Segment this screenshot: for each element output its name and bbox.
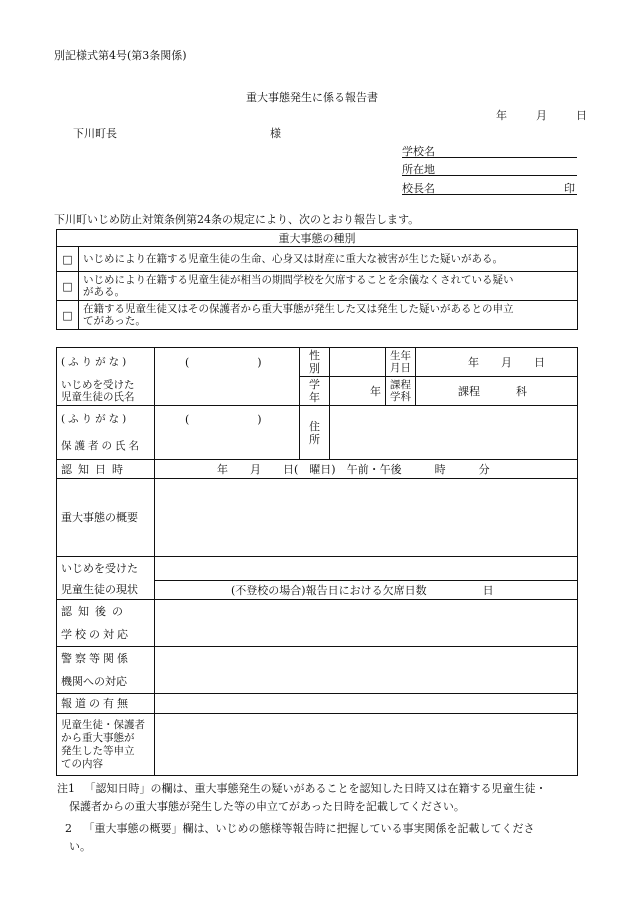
guardian-furigana-label: (ふりがな) [57,406,155,433]
recognition-date-field[interactable]: 年 月 日( 曜日) 午前・午後 時 分 [155,460,578,479]
principal-line [402,194,577,195]
claim-label: 児童生徒・保護者 から重大事態が 発生した等申立 ての内容 [57,714,155,776]
note-1: 注1 「認知日時」の欄は、重大事態発生の疑いがあることを認知した日時又は在籍する児童生徒・ 保護者からの重大事態が発生した等の申立てがあった日時を記載してください。 [57,782,547,813]
type-text: いじめにより在籍する児童生徒の生命、心身又は財産に重大な被害が生じた疑いがある。 [79,247,578,272]
claim-field[interactable] [155,714,578,776]
type-row [57,272,578,301]
recognition-date-label: 認知日時 [57,460,155,479]
birthdate-field[interactable]: 年 月 日 [416,348,578,377]
status-label-top: いじめを受けた [57,557,155,581]
type-text: いじめにより在籍する児童生徒が相当の期間学校を欠席することを余儀なくされている疑い がある。 [79,272,578,301]
guardian-name-label: 保護者の氏名 [57,433,155,460]
press-label: 報道の有無 [57,694,155,714]
page-title: 重大事態発生に係る報告書 [246,91,378,104]
form-number: 別記様式第4号(第3条関係) [54,49,187,62]
police-response-field[interactable] [155,647,578,694]
status-field[interactable] [155,557,578,581]
type-text: 在籍する児童生徒又はその保護者から重大事態が発生した又は発生した疑いがあるとの申立 てがあった。 [79,301,578,330]
victim-name-field[interactable] [155,377,300,406]
police-response-label: 警察等関係 機関への対応 [57,647,155,694]
date-line [496,107,587,123]
summary-field[interactable] [155,479,578,557]
grade-label: 学年 [300,377,330,406]
addressee-honorific: 様 [270,127,281,140]
school-response-label: 認知後の 学校の対応 [57,600,155,647]
type-checkbox[interactable]: □ [57,247,79,272]
birthdate-label: 生年 月日 [386,348,416,377]
course-field[interactable]: 課程 科 [416,377,578,406]
address-field[interactable] [330,406,578,460]
school-response-field[interactable] [155,600,578,647]
victim-name-label: いじめを受けた 児童生徒の氏名 [57,377,155,406]
course-label: 課程 学科 [386,377,416,406]
summary-label: 重大事態の概要 [57,479,155,557]
type-row [57,301,578,330]
date-month: 月 [536,109,547,122]
intro-text: 下川町いじめ防止対策条例第24条の規定により、次のとおり報告します。 [54,213,420,226]
type-table-header: 重大事態の種別 [57,230,578,247]
address-line [402,175,577,176]
school-name-label: 学校名 [402,145,435,158]
type-row [57,247,578,272]
grade-field[interactable]: 年 [330,377,386,406]
gender-label: 性別 [300,348,330,377]
main-table [56,347,578,776]
guardian-furigana-field[interactable]: ( ) [155,406,300,433]
gender-field[interactable] [330,348,386,377]
press-field[interactable] [155,694,578,714]
address-label: 所在地 [402,163,435,176]
school-name-line [402,157,577,158]
victim-furigana-field[interactable]: ( ) [155,348,300,377]
principal-label: 校長名 [402,182,435,195]
addressee-name: 下川町長 [73,127,117,140]
type-table [56,229,578,330]
type-checkbox[interactable]: □ [57,301,79,330]
note-2: 2 「重大事態の概要」欄は、いじめの態様等報告時に把握している事実関係を記載してくださ い。 [65,822,535,853]
status-label-bottom: 児童生徒の現状 [57,581,155,600]
type-checkbox[interactable]: □ [57,272,79,301]
guardian-name-field[interactable] [155,433,300,460]
absence-days-field[interactable]: (不登校の場合)報告日における欠席日数 日 [155,581,578,600]
address-label: 住所 [300,406,330,460]
date-year: 年 [496,109,507,122]
victim-furigana-label: (ふりがな) [57,348,155,377]
seal-mark: 印 [564,182,575,195]
date-day: 日 [576,109,587,122]
